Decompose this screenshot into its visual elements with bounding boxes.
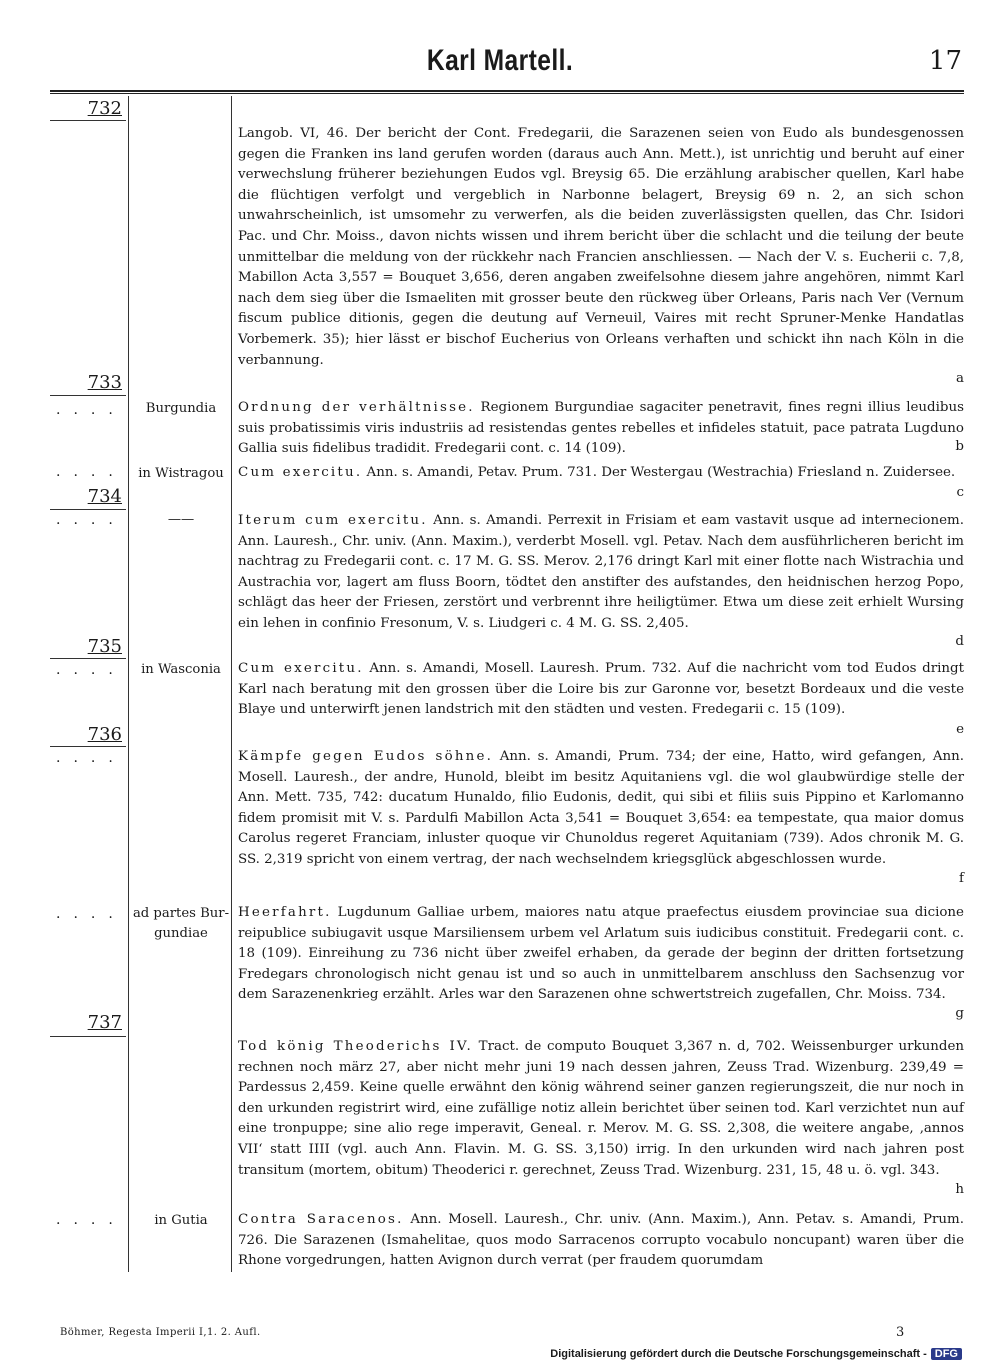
dot-leader: .... xyxy=(56,402,126,418)
place-partes-line1: ad partes Bur- xyxy=(132,906,230,921)
footer-source: Böhmer, Regesta Imperii I,1. 2. Aufl. xyxy=(60,1327,261,1338)
entry-h xyxy=(238,1037,964,1181)
entry-e xyxy=(238,659,964,721)
dot-leader: .... xyxy=(56,512,126,528)
entry-letter: d xyxy=(955,634,964,649)
entry-text: Langob. VI, 46. Der bericht der Cont. Fredegarii, die Sarazenen seien von Eudo als bundesgenossen gegen die Franken ins land gerufen worden (daraus auch Ann. Mett.), ist unrichtig und beruht auf einer verwechslung früherer beziehungen Eudos vgl. Breysig 65. Die erzählung arabischer quellen, Karl habe die flüchtigen verfolgt und vergeblich in Narbonne belagert, Breysig 69 n. 2, an sich schon unwahrscheinlich, ist umsomehr zu verwerfen, als die beiden zuverlässigsten quellen, das Chr. Isidori Pac. und Chr. Moiss., davon nichts wissen und ihrem bericht über die schlacht und die teilung der beute unmittelbar die meldung von der rückkehr nach Francien anschliessen. — Nach der V. s. Eucherii c. 7,8, Mabillon Acta 3,557 = Bouquet 3,656, deren angaben zweifelsohne diesem jahre angehören, nimmt Karl nach dem sieg über die Ismaeliten mit grosser beute den rückweg über Orleans, Paris nach Ver (Vernum fiscum publice ditionis, gegen die deutung auf Verneuil, Vaires mit recht Spruner-Menke Handatlas Vorbemerk. 35); hier lässt er bischof Eucherius von Orleans verhaften und schickt ihn nach Köln in die verbannung. xyxy=(238,126,964,368)
page-title: Karl Martell. xyxy=(426,44,574,77)
dot-leader: .... xyxy=(56,906,126,922)
place-gutia: in Gutia xyxy=(154,1213,208,1228)
entry-a xyxy=(238,124,964,371)
place-burgundia: Burgundia xyxy=(145,401,217,416)
entry-head: Iterum cum exercitu. xyxy=(238,513,428,528)
dot-leader: .... xyxy=(56,464,126,480)
entry-text: Ann. s. Amandi. Perrexit in Frisiam et eam vastavit usque ad internecionem. Ann. Lauresh., Chr. univ. (Ann. Maxim.), verderbt Mosell. vgl. Petav. Nach dem ausführlicheren bericht im nachtrag zu Fredegarii cont. c. 17 M. G. SS. Merov. 2,176 dringt Karl mit einer flotte nach Wistrachia und Austrachia vor, lagert am fluss Boorn, tödtet den anstifter des aufstandes, den heidnischen herzog Popo, schlägt das heer der Friesen, zerstört und verbrennt ihre heiligtümer. Etwa um diese zeit erhielt Wursing ein lehen in confinio Fresonum, V. s. Liudgeri c. 4 M. G. SS. 2,405. xyxy=(238,513,964,631)
entry-letter: f xyxy=(959,871,964,886)
entry-b xyxy=(238,398,964,460)
entry-letter: e xyxy=(956,722,964,737)
year-marker-735: 735 xyxy=(87,636,122,657)
entry-text: Ann. s. Amandi, Prum. 734; der eine, Hatto, wird gefangen, Ann. Mosell. Lauresh., der andre, Hunold, bleibt im besitz Aquitaniens vgl. die wol glaubwürdige stelle der Ann. Mett. 735, 742: ducatum Hunaldo, filio Eudonis, dedit, qui sibi et filiis suis Pippino et Karlomanno fidem promisit mit V. s. Pardulfi Mabillon Acta 3,541 = Bouquet 3,654: ea tempestate, qua maior domus Carolus regeret Franciam, inluster quoque vir Chunoldus regeret Aquitaniam (739). Ados chronik M. G. SS. 2,319 spricht von einem vertrag, der nach wechselndem kriegsglück abgeschlossen wurde. xyxy=(238,749,965,867)
entry-letter: a xyxy=(956,371,964,386)
entry-i xyxy=(238,1210,964,1272)
entry-text: Regionem Burgundiae sagaciter penetravit, fines regni illius leudibus suis probatissimis viris industriis ad resistendas gentes rebelles et infideles statuit, pace patrata Lugduno Gallia suis fidelibus tradidit. Fredegarii cont. c. 14 (109). xyxy=(238,400,964,457)
entry-head: Cum exercitu. xyxy=(238,661,364,676)
column-divider-right xyxy=(231,96,232,1272)
entry-f xyxy=(238,747,964,871)
year-marker-736: 736 xyxy=(87,724,122,745)
year-marker-737: 737 xyxy=(87,1012,122,1033)
entry-letter: h xyxy=(955,1182,964,1197)
year-line xyxy=(50,395,126,396)
page-number: 17 xyxy=(928,46,962,76)
entry-text: Ann. s. Amandi, Mosell. Lauresh. Prum. 732. Auf die nachricht vom tod Eudos dringt Karl nach beratung mit den grossen über die Loire bis zur Garonne vor, besetzt Bordeaux und die veste Blaye und unterwirft jenen landstrich mit den städten und vesten. Fredegarii c. 15 (109). xyxy=(238,661,964,718)
footer-credit-text: Digitalisierung gefördert durch die Deutsche Forschungsgemeinschaft - xyxy=(550,1348,927,1360)
footer-credit xyxy=(550,1348,962,1360)
entry-head: Cum exercitu. xyxy=(238,465,363,480)
entry-g xyxy=(238,903,964,1006)
place-partes-line2: gundiae xyxy=(154,926,208,941)
entry-head: Ordnung der verhältnisse. xyxy=(238,400,475,415)
dot-leader: .... xyxy=(56,1212,126,1228)
entry-head: Kämpfe gegen Eudos söhne. xyxy=(238,749,494,764)
header-rule xyxy=(50,90,964,92)
year-marker-732: 732 xyxy=(87,98,122,119)
year-line xyxy=(50,120,126,121)
entry-c xyxy=(238,463,964,484)
column-divider-left xyxy=(128,96,129,1272)
footer-sheet-number: 3 xyxy=(896,1325,905,1340)
entry-head: Heerfahrt. xyxy=(238,905,332,920)
entry-head: Tod könig Theoderichs IV. xyxy=(238,1039,473,1054)
entry-text: Tract. de computo Bouquet 3,367 n. d, 702. Weissenburger urkunden rechnen noch märz 27, aber nicht mehr juni 19 nach dessen jahren, Zeuss Trad. Wizenburg. 239,49 = Pardessus 2,459. Keine quelle erwähnt den könig während seiner ganzen regierungszeit, die nur noch in den urkunden registrirt wird, eine zufällige notiz allein berichtet über seinen tod. Karl verzichtet nun auf eine tronpuppe; sine alio rege imperavit, Geneal. r. Merov. M. G. SS. 2,308, die weitere angabe, ‚annos VII‘ statt IIII (vgl. auch Ann. Flavin. M. G. SS. 3,150) irrig. In den urkunden wird nach jahren post transitum (mortem, obitum) Theoderici r. gerechnet, Zeuss Trad. Wizenburg. 231, 15, 48 u. ö. vgl. 343. xyxy=(238,1039,964,1178)
place-wasconia: in Wasconia xyxy=(141,662,221,677)
year-line xyxy=(50,658,126,659)
year-line xyxy=(50,1036,126,1037)
entry-d xyxy=(238,511,964,635)
place-wistragou: in Wistragou xyxy=(138,466,224,481)
dfg-logo: DFG xyxy=(931,1348,962,1360)
entry-text: Ann. Mosell. Lauresh., Chr. univ. (Ann. Maxim.), Ann. Petav. s. Amandi, Prum. 726. Die Sarazenen (Ismahelitae, quos modo Sarracenos corrupto vocabulo noncupant) waren über die Rhone vorgedrungen, hatten Avignon durch verrat (per fraudem quorumdam xyxy=(238,1212,964,1269)
entry-head: Contra Saracenos. xyxy=(238,1212,404,1227)
entry-text: Lugdunum Galliae urbem, maiores natu atque praefectus eiusdem provinciae sua dicione reipublice subiugavit usque Marsiliensem urbem vel Arlatum suis iudicibus constituit. Fredegarii cont. c. 18 (109). Einreihung zu 736 nicht über zweifel erhaben, da gerade der beginn der dritten fortsetzung Fredegars chronologisch nicht genau ist und so auch in unmittelbarem anschluss den Sachsenzug vor dem Sarazenenkrieg erzählt. Arles war den Sarazenen ohne schwertstreich zugefallen, Chr. Moiss. 734. xyxy=(238,905,964,1003)
entry-letter: c xyxy=(956,485,964,500)
entry-letter: g xyxy=(955,1006,964,1021)
year-line xyxy=(50,746,126,747)
year-marker-733: 733 xyxy=(87,372,122,393)
header-rule-thin xyxy=(50,93,964,94)
place-dash: —— xyxy=(167,512,195,527)
year-marker-734: 734 xyxy=(87,486,122,507)
year-line xyxy=(50,509,126,510)
entry-text: Ann. s. Amandi, Petav. Prum. 731. Der Westergau (Westrachia) Friesland n. Zuidersee. xyxy=(366,465,956,480)
dot-leader: .... xyxy=(56,662,126,678)
entry-letter: b xyxy=(955,439,964,454)
dot-leader: .... xyxy=(56,750,126,766)
